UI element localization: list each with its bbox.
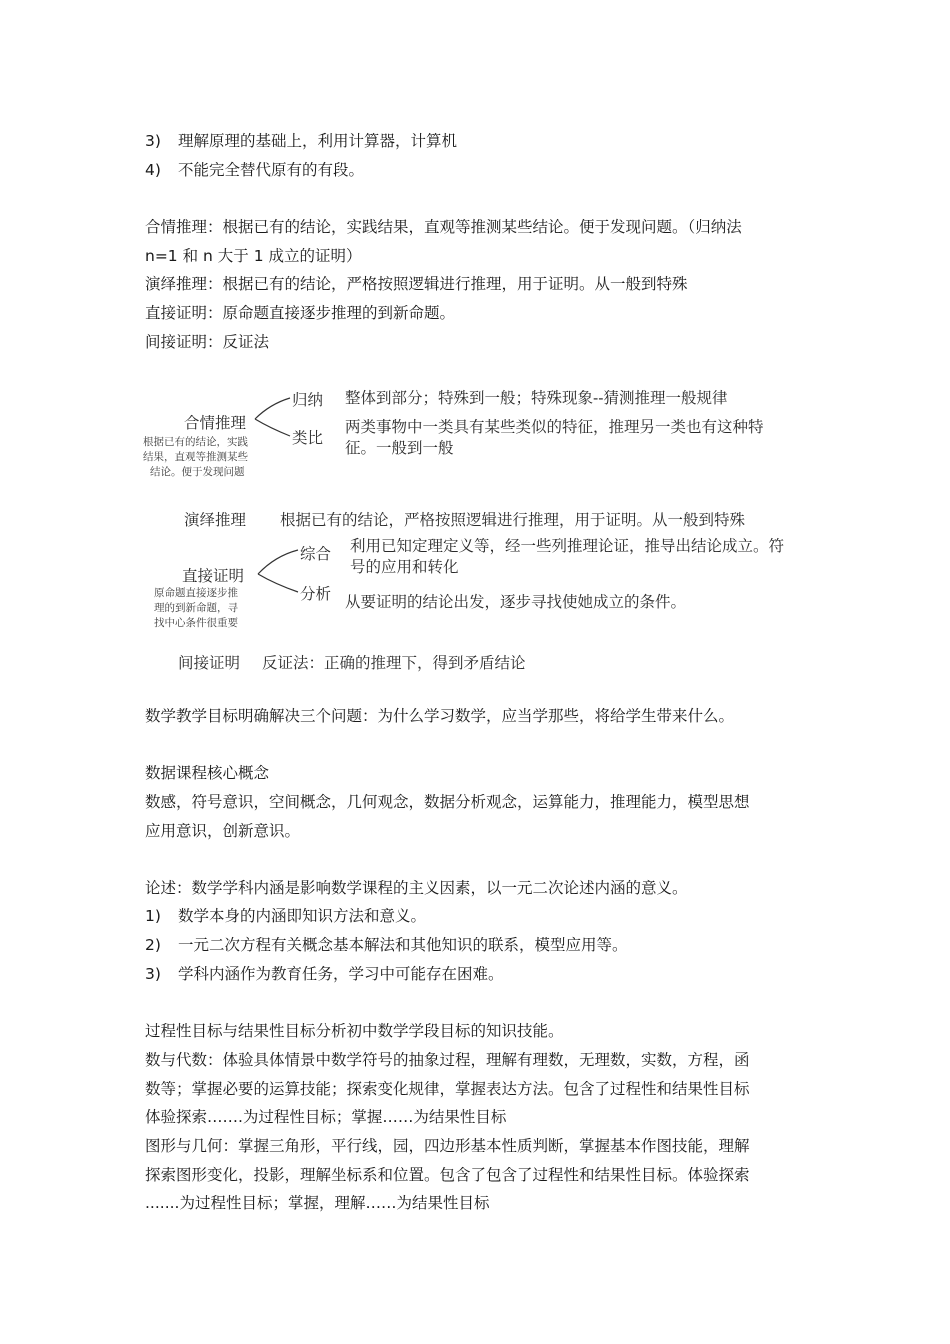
section-heading: 数据课程核心概念 [145,764,270,782]
leibi-desc: 征。一般到一般 [345,439,454,457]
list-item [145,905,426,927]
hq-note: 结论。便于发现问题 [150,466,245,478]
zonghe-desc: 号的应用和转化 [350,558,459,576]
zonghe-desc: 利用已知定理定义等，经一些列推理论证，推导出结论成立。符 [350,537,785,555]
list-item [145,934,628,956]
yy-title: 演绎推理 [184,511,247,529]
list-number: 2) [145,936,161,954]
paragraph-line: 演绎推理：根据已有的结论，严格按照逻辑进行推理，用于证明。从一般到特殊 [145,275,688,293]
paragraph-line: 数等；掌握必要的运算技能；探索变化规律，掌握表达方法。包含了过程性和结果性目标 [145,1080,750,1098]
paragraph-line: 图形与几何：掌握三角形，平行线，园，四边形基本性质判断，掌握基本作图技能，理解 [145,1137,750,1155]
hq-title: 合情推理 [184,414,247,432]
reasoning-diagram [140,378,840,678]
list-text: 不能完全替代原有的有段。 [178,161,365,179]
list-number: 1) [145,907,161,925]
list-item [145,159,364,181]
paragraph-line: 合情推理：根据已有的结论，实践结果，直观等推测某些结论。便于发现问题。（归纳法 [145,218,742,236]
guina-desc: 整体到部分；特殊到一般；特殊现象--猜测推理一般规律 [345,389,728,407]
paragraph-line: .......为过程性目标；掌握，理解……为结果性目标 [145,1194,490,1212]
paragraph-line: 过程性目标与结果性目标分析初中数学学段目标的知识技能。 [145,1022,564,1040]
zj-title: 直接证明 [182,567,245,585]
hq-note: 根据已有的结论，实践 [143,436,248,448]
guina-label: 归纳 [292,391,324,409]
paragraph-line: 直接证明：原命题直接逐步推理的到新命题。 [145,304,456,322]
paragraph-line: 体验探索…….为过程性目标；掌握……为结果性目标 [145,1108,507,1126]
list-number: 3) [145,965,161,983]
list-item [145,130,457,152]
zj-note: 原命题直接逐步推 [154,587,238,599]
zj-note: 找中心条件很重要 [154,617,238,629]
list-text: 学科内涵作为教育任务，学习中可能存在困难。 [178,965,504,983]
fenxi-label: 分析 [300,585,332,603]
paragraph-line: 应用意识，创新意识。 [145,822,301,840]
jj-desc: 反证法：正确的推理下，得到矛盾结论 [262,654,526,672]
paragraph-line: n=1 和 n 大于 1 成立的证明） [145,247,362,265]
paragraph-line: 论述：数学学科内涵是影响数学课程的主义因素，以一元二次论述内涵的意义。 [145,879,688,897]
paragraph-line: 数与代数：体验具体情景中数学符号的抽象过程，理解有理数，无理数，实数，方程，函 [145,1051,750,1069]
zonghe-label: 综合 [300,545,332,563]
list-number: 3) [145,132,161,150]
zj-note: 理的到新命题，寻 [154,602,238,614]
paragraph-line: 数感，符号意识，空间概念，几何观念，数据分析观念，运算能力，推理能力，模型思想 [145,793,750,811]
yy-desc: 根据已有的结论，严格按照逻辑进行推理，用于证明。从一般到特殊 [280,511,746,529]
list-text: 数学本身的内涵即知识方法和意义。 [178,907,427,925]
leibi-desc: 两类事物中一类具有某些类似的特征，推理另一类也有这种特 [345,418,764,436]
paragraph-line: 间接证明：反证法 [145,333,270,351]
paragraph-line: 探索图形变化，投影，理解坐标系和位置。包含了包含了过程性和结果性目标。体验探索 [145,1166,750,1184]
list-text: 一元二次方程有关概念基本解法和其他知识的联系，模型应用等。 [178,936,628,954]
fenxi-desc: 从要证明的结论出发，逐步寻找使她成立的条件。 [345,593,687,611]
hq-note: 结果，直观等推测某些 [143,451,248,463]
jj-title: 间接证明 [178,654,241,672]
list-number: 4) [145,161,161,179]
leibi-label: 类比 [292,429,324,447]
paragraph-line: 数学教学目标明确解决三个问题：为什么学习数学，应当学那些，将给学生带来什么。 [145,707,735,725]
list-item [145,963,504,985]
list-text: 理解原理的基础上，利用计算器，计算机 [178,132,458,150]
